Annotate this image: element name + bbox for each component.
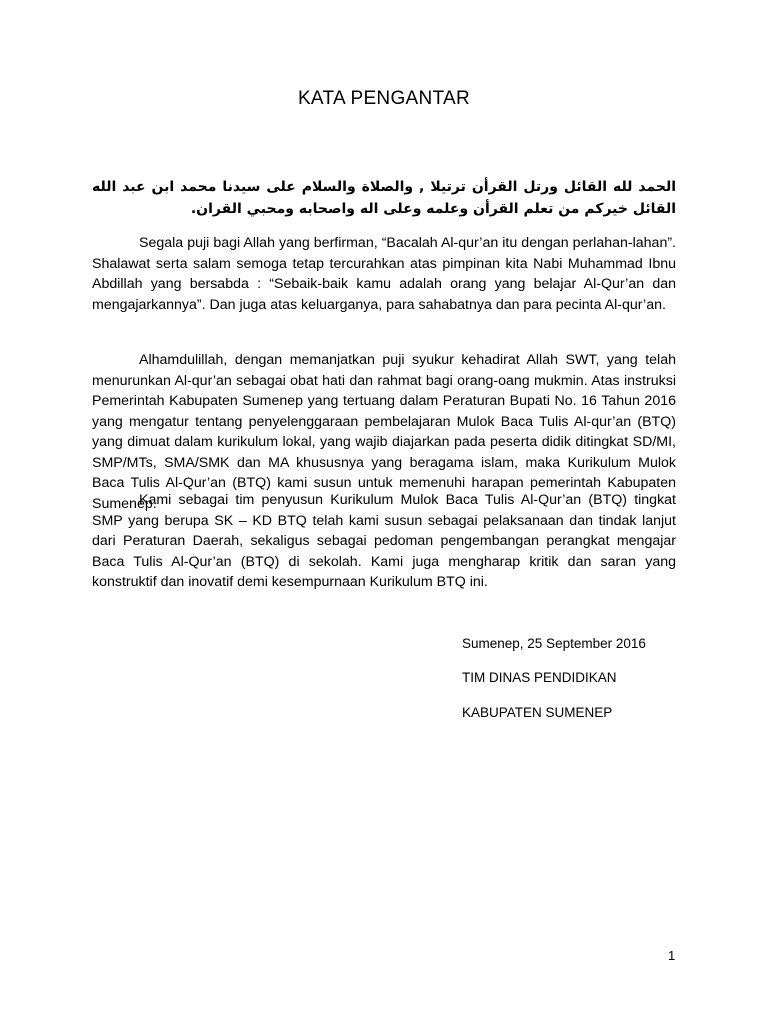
paragraph-1: Segala puji bagi Allah yang berfirman, “Bacalah Al-qur’an itu dengan perlahan-lahan”. Shalawat serta salam semoga tetap tercurahkan atas pimpinan kita Nabi Muhammad Ibnu Abdillah yang bersabda : “Sebaik-baik kamu adalah orang yang belajar Al-Qur’an dan mengajarkannya”. Dan juga atas keluarganya, para sahabatnya dan para pecinta Al-qur’an.: [92, 235, 676, 313]
signature-organization: TIM DINAS PENDIDIKAN: [462, 670, 617, 685]
signature-place-date: Sumenep, 25 September 2016: [462, 636, 646, 651]
page-title: KATA PENGANTAR: [297, 88, 471, 109]
arabic-opening: الحمد لله القائل ورتل القرأن ترتيلا , والصلاة والسلام على سيدنا محمد ابن عبد الله القائل خيركم من تعلم القرأن وعلمه وعلى اله واصحابه ومحبي القران.: [92, 179, 676, 217]
page-number: 1: [668, 948, 676, 963]
signature-region: KABUPATEN SUMENEP: [462, 705, 613, 720]
paragraph-2: Alhamdulillah, dengan memanjatkan puji syukur kehadirat Allah SWT, yang telah menurunkan Al-qur’an sebagai obat hati dan rahmat bagi orang-oang mukmin. Atas instruksi Pemerintah Kabupaten Sumenep yang tertuang dalam Peraturan Bupati No. 16 Tahun 2016 yang mengatur tentang penyelenggaraan pembelajaran Mulok Baca Tulis Al-qur’an (BTQ) yang dimuat dalam kurikulum lokal, yang wajib diajarkan pada peserta didik ditingkat SD/MI, SMP/MTs, SMA/SMK dan MA khususnya yang beragama islam, maka Kurikulum Mulok Baca Tulis Al-Qur’an (BTQ) kami susun untuk memenuhi harapan pemerintah Kabupaten Sumenep.: [92, 352, 676, 512]
paragraph-3: Kami sebagai tim penyusun Kurikulum Mulok Baca Tulis Al-Qur’an (BTQ) tingkat SMP yang berupa SK – KD BTQ telah kami susun sebagai pelaksanaan dan tindak lanjut dari Peraturan Daerah, sekaligus sebagai pedoman pengembangan perangkat mengajar Baca Tulis Al-Qur’an (BTQ) di sekolah. Kami juga mengharap kritik dan saran yang konstruktif dan inovatif demi kesempurnaan Kurikulum BTQ ini.: [92, 492, 676, 590]
